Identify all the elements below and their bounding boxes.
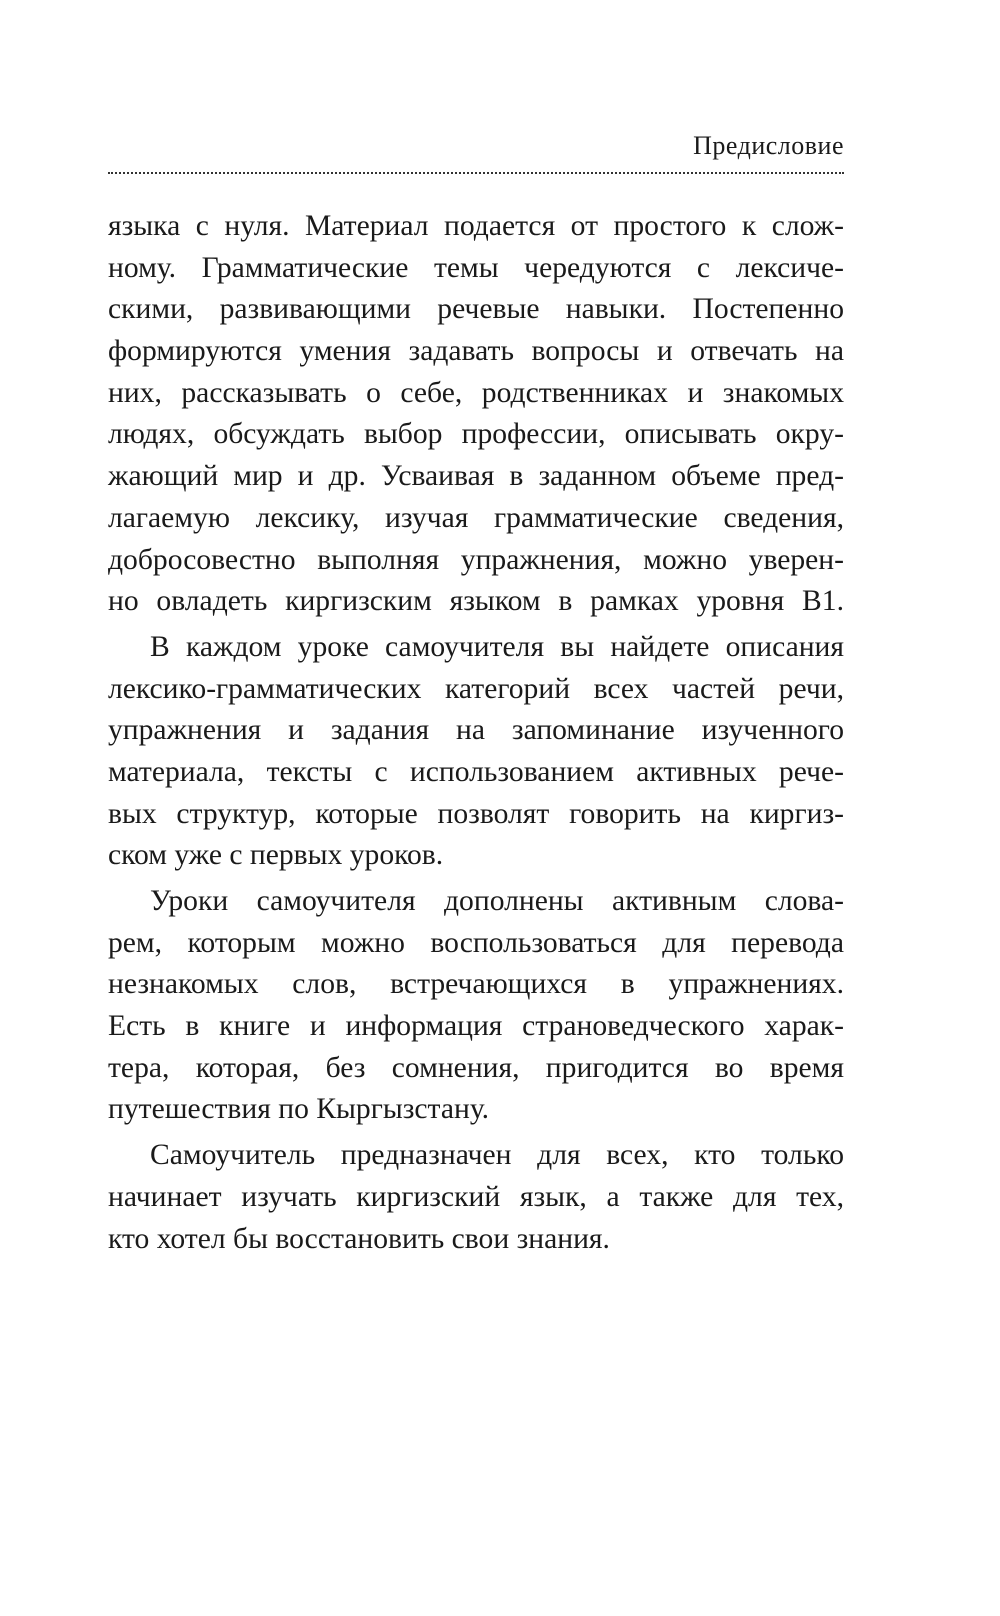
text-line: лексико-грамматических категорий всех частей речи, [108, 672, 844, 705]
text-line: материала, тексты с использованием активных рече- [108, 755, 844, 788]
header-dotted-rule [108, 172, 844, 174]
text-line: упражнения и задания на запоминание изученного [108, 714, 844, 747]
text-line: но овладеть киргизским языком в рамках уровня В1. [108, 585, 844, 618]
text-line: скими, развивающими речевые навыки. Постепенно [108, 293, 844, 326]
text-line: них, рассказывать о себе, родственниках и знакомых [108, 376, 844, 409]
text-line: незнакомых слов, встречающихся в упражнениях. [108, 968, 844, 1001]
text-line: рем, которым можно воспользоваться для перевода [108, 926, 844, 959]
running-header [108, 128, 844, 180]
text-line: людях, обсуждать выбор профессии, описывать окру- [108, 418, 844, 451]
text-line: путешествия по Кыргызстану. [108, 1093, 490, 1126]
text-line: жающий мир и др. Усваивая в заданном объеме пред- [108, 460, 844, 493]
text-line: В каждом уроке самоучителя вы найдете описания [150, 630, 844, 663]
text-line: Уроки самоучителя дополнены активным слова- [150, 885, 844, 917]
text-line: языка с нуля. Материал подается от простого к слож- [108, 210, 844, 242]
text-line: лагаемую лексику, изучая грамматические сведения, [108, 501, 844, 534]
text-line: формируются умения задавать вопросы и отвечать на [108, 335, 844, 368]
paragraph-4 [108, 1135, 844, 1260]
paragraph-1 [108, 206, 844, 623]
paragraph-3 [108, 881, 844, 1131]
text-line: Есть в книге и информация страноведческого харак- [108, 1010, 844, 1043]
text-line: добросовестно выполняя упражнения, можно уверен- [108, 543, 844, 576]
body-text [108, 206, 844, 1264]
text-line: ском уже с первых уроков. [108, 839, 444, 872]
text-line: начинает изучать киргизский язык, а также для тех, [108, 1180, 844, 1213]
text-line: тера, которая, без сомнения, пригодится во время [108, 1051, 844, 1084]
text-line: Самоучитель предназначен для всех, кто только [150, 1139, 844, 1172]
paragraph-2 [108, 627, 844, 877]
text-line: ному. Грамматические темы чередуются с лексиче- [108, 251, 844, 284]
text-line: кто хотел бы восстановить свои знания. [108, 1222, 610, 1255]
text-line: вых структур, которые позволят говорить на киргиз- [108, 797, 844, 830]
running-header-title: Предисловие [693, 131, 844, 160]
